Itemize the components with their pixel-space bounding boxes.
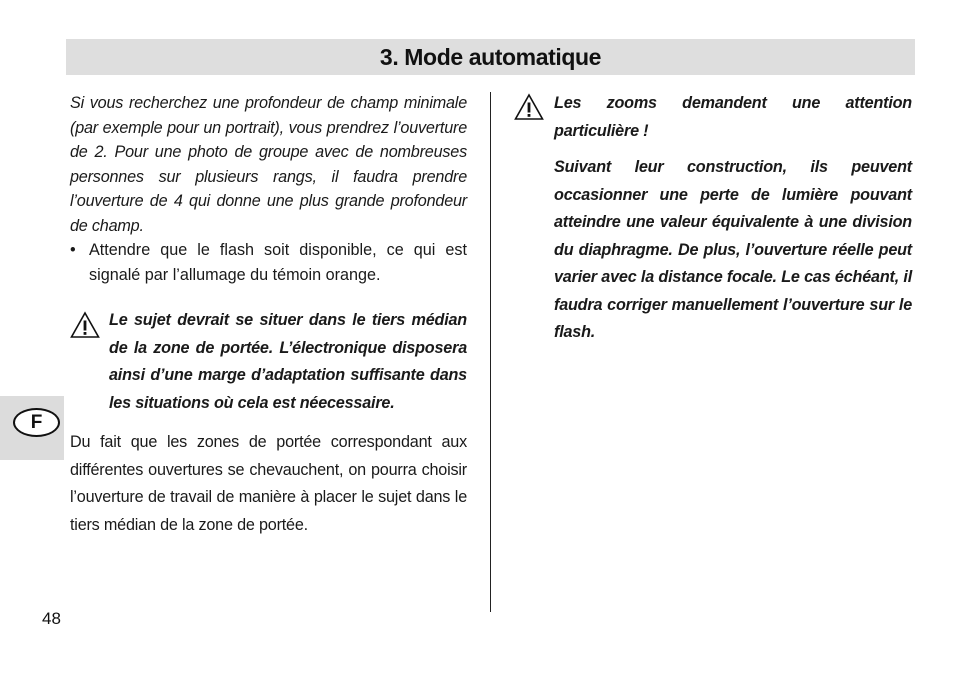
- left-column: [70, 91, 467, 539]
- warning-text-left: Le sujet devrait se situer dans le tiers médian de la zone de portée. L’électronique disposera ainsi d’une marge d’adaptation suffisante dans les situations où cela est néecessaire.: [109, 311, 467, 412]
- right-column: [554, 90, 912, 347]
- warning-note-right: [554, 90, 912, 347]
- warning-title-right: Les zooms demandent une attention particulière !: [554, 94, 912, 140]
- bullet-text: Attendre que le flash soit disponible, ce qui est signalé par l’allumage du témoin orange.: [89, 241, 467, 284]
- language-badge: F: [13, 408, 60, 437]
- page-number: 48: [42, 609, 61, 628]
- body-paragraph: Du fait que les zones de portée correspondant aux différentes ouvertures se chevauchent, on pourra choisir l’ouverture de travail de manière à placer le sujet dans le tiers médian de la zone de portée.: [70, 433, 467, 534]
- intro-paragraph: Si vous recherchez une profondeur de champ minimale (par exemple pour un portrait), vous prendrez l’ouverture de 2. Pour une photo de groupe avec de nombreuses personnes sur plusieurs rangs, il faudra prendre l’ouverture de 4 qui donne une plus grande profondeur de champ.: [70, 94, 467, 235]
- warning-note-left: [70, 307, 467, 417]
- warning-triangle-icon: [514, 93, 544, 121]
- warning-triangle-icon: [70, 311, 100, 339]
- language-tab: [0, 396, 64, 460]
- bullet-item: [70, 238, 467, 287]
- warning-body-right: Suivant leur construction, ils peuvent occasionner une perte de lumière pouvant atteindre une valeur équivalente à une division du diaphragme. De plus, l’ouverture réelle peut varier avec la distance focale. Le cas échéant, il faudra corriger manuellement l’ouverture sur le flash.: [554, 158, 912, 341]
- page-title: 3. Mode automatique: [379, 44, 602, 70]
- bullet-symbol: •: [70, 241, 76, 259]
- section-title-bar: [66, 39, 915, 75]
- column-divider: [490, 92, 491, 612]
